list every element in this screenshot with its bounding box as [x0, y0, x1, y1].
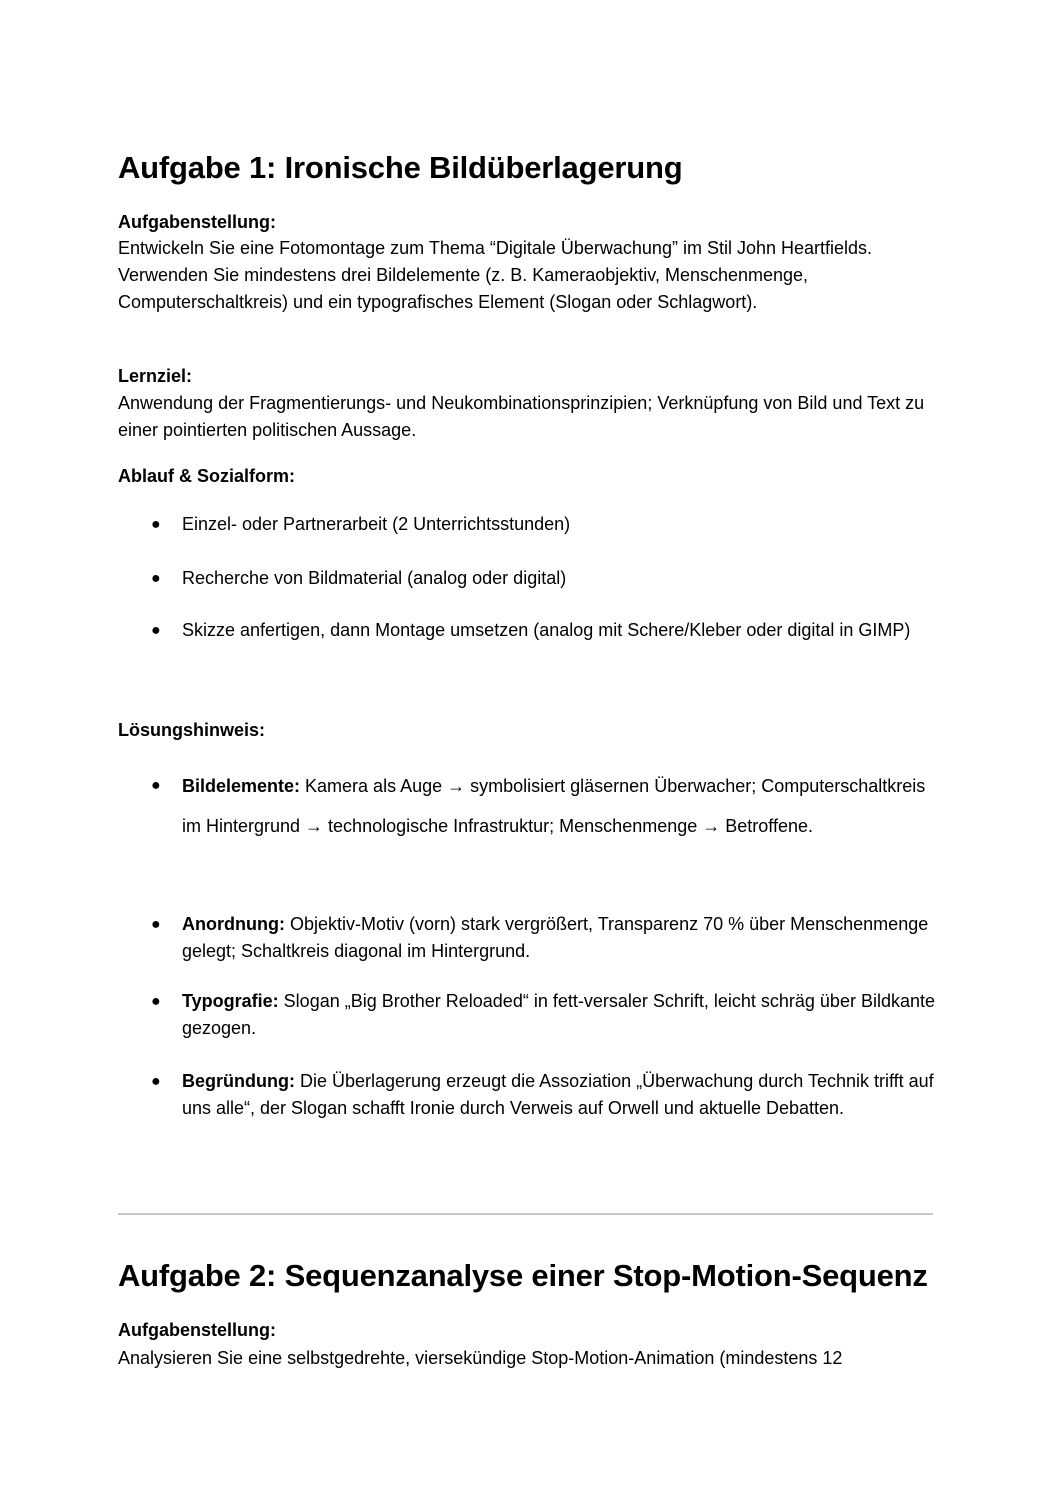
procedure-item-text: Recherche von Bildmaterial (analog oder digital) [182, 568, 567, 588]
solution-text: Kamera als Auge → symbolisiert gläsernen Überwacher; Computerschaltkreis im Hintergrund → technologische Infrastruktur; Menschenmenge → Betroffene. [182, 776, 926, 836]
list-item [118, 911, 938, 965]
task1-solution-label: Lösungshinweis: [118, 720, 266, 740]
procedure-item-text: Skizze anfertigen, dann Montage umsetzen (analog mit Schere/Kleber oder digital in GIMP) [182, 620, 911, 640]
bullet-icon: ● [151, 516, 161, 533]
list-item [118, 511, 938, 538]
bullet-icon: ● [151, 1073, 161, 1090]
bullet-icon: ● [151, 777, 161, 794]
task1-title: Aufgabe 1: Ironische Bildüberlagerung [118, 150, 683, 185]
task1-assignment-text: Entwickeln Sie eine Fotomontage zum Thema “Digitale Überwachung” im Stil John Heartfields. Verwenden Sie mindestens drei Bildelemente (z. B. Kameraobjektiv, Menschenmenge, Computerschaltkreis) und ein typografisches Element (Slogan oder Schlagwort). [118, 238, 873, 312]
list-item [118, 766, 938, 846]
task1-goal-label: Lernziel: [118, 366, 193, 386]
solution-text: Slogan „Big Brother Reloaded“ in fett-versaler Schrift, leicht schräg über Bildkante gezogen. [182, 991, 935, 1038]
bullet-icon: ● [151, 916, 161, 933]
bullet-icon: ● [151, 622, 161, 639]
procedure-item-text: Einzel- oder Partnerarbeit (2 Unterrichtsstunden) [182, 514, 571, 534]
list-item [118, 565, 938, 592]
solution-term: Typografie: [182, 991, 279, 1011]
task1-assignment-label: Aufgabenstellung: [118, 212, 276, 232]
task2-assignment-label: Aufgabenstellung: [118, 1320, 276, 1340]
bullet-icon: ● [151, 570, 161, 587]
task2-assignment-text: Analysieren Sie eine selbstgedrehte, viersekündige Stop-Motion-Animation (mindestens 12 [118, 1348, 843, 1368]
task1-goal-text: Anwendung der Fragmentierungs- und Neukombinationsprinzipien; Verknüpfung von Bild und Text zu einer pointierten politischen Aussage. [118, 393, 925, 440]
solution-text: Objektiv-Motiv (vorn) stark vergrößert, Transparenz 70 % über Menschenmenge gelegt; Schaltkreis diagonal im Hintergrund. [182, 914, 929, 961]
solution-term: Anordnung: [182, 914, 285, 934]
solution-text: Die Überlagerung erzeugt die Assoziation „Überwachung durch Technik trifft auf uns alle“, der Slogan schafft Ironie durch Verweis auf Orwell und aktuelle Debatten. [182, 1071, 934, 1118]
list-item [118, 988, 938, 1042]
list-item [118, 1068, 938, 1122]
list-item [118, 617, 938, 644]
task2-title: Aufgabe 2: Sequenzanalyse einer Stop-Motion-Sequenz [118, 1258, 928, 1293]
bullet-icon: ● [151, 993, 161, 1010]
solution-term: Bildelemente: [182, 776, 301, 796]
section-divider [118, 1213, 933, 1215]
task1-procedure-label: Ablauf & Sozialform: [118, 466, 296, 486]
solution-term: Begründung: [182, 1071, 295, 1091]
